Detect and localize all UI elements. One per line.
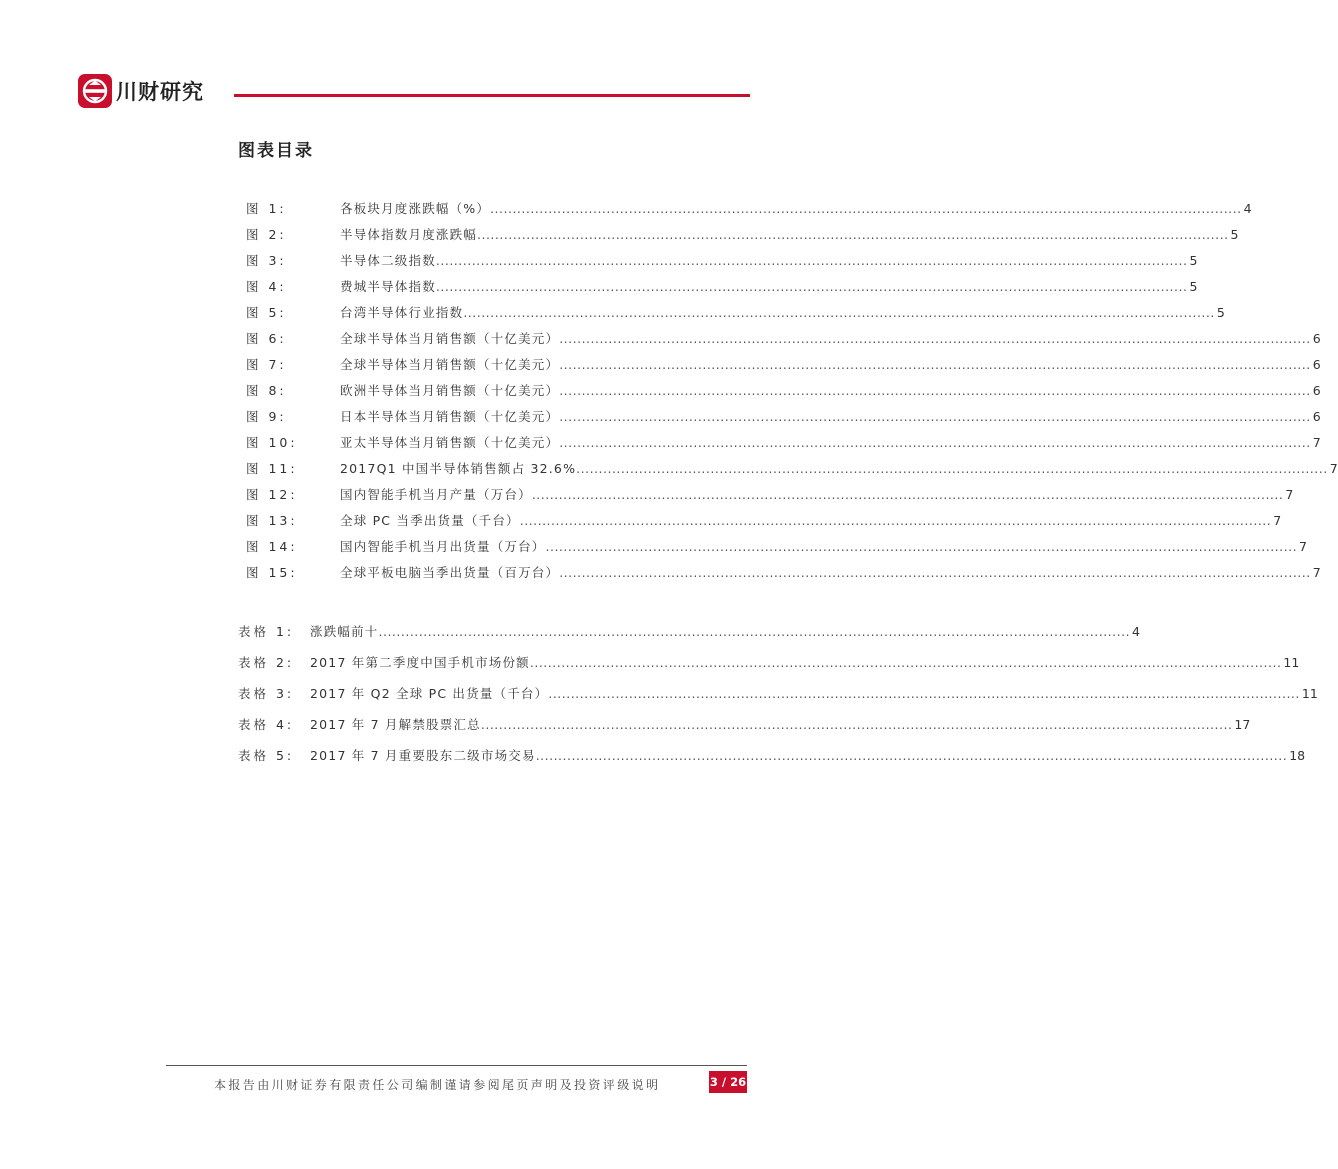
figure-label: 图 12: (246, 487, 298, 502)
table-entry-3[interactable] (238, 684, 1318, 704)
figure-page: 6 (1312, 383, 1321, 398)
figure-page: 6 (1312, 409, 1321, 424)
table-page: 18 (1289, 748, 1306, 763)
figure-page: 7 (1285, 487, 1294, 502)
page-number-badge: 3 / 26 (709, 1071, 747, 1093)
table-page: 11 (1301, 686, 1318, 701)
figure-label: 图 10: (246, 435, 298, 450)
table-label: 表格 1: (238, 624, 295, 639)
figure-page: 6 (1312, 357, 1321, 372)
dot-leader: ........................................................................................................................................................................ (477, 227, 1229, 242)
brand-name: 川财研究 (116, 80, 204, 104)
figure-entry-9[interactable] (246, 407, 1321, 427)
figure-label: 图 8: (246, 383, 287, 398)
footer-divider (166, 1065, 747, 1066)
table-entry-2[interactable] (238, 653, 1300, 673)
figure-entry-14[interactable] (246, 537, 1307, 557)
figure-entry-8[interactable] (246, 381, 1321, 401)
footer-disclaimer: 本报告由川财证券有限责任公司编制谨请参阅尾页声明及投资评级说明 (214, 1078, 661, 1092)
dot-leader: ........................................................................................................................................................................ (548, 686, 1300, 701)
dot-leader: ........................................................................................................................................................................ (435, 279, 1188, 294)
table-entry-5[interactable] (238, 746, 1306, 766)
figure-entry-1[interactable] (246, 199, 1252, 219)
figure-title: 全球 PC 当季出货量（千台） (340, 513, 520, 528)
dot-leader: ........................................................................................................................................................................ (531, 487, 1284, 502)
table-entry-4[interactable] (238, 715, 1251, 735)
figure-entry-15[interactable] (246, 563, 1321, 583)
dot-leader: ........................................................................................................................................................................ (378, 624, 1131, 639)
dot-leader: ........................................................................................................................................................................ (545, 539, 1298, 554)
figure-page: 7 (1329, 461, 1338, 476)
table-entry-1[interactable] (238, 622, 1140, 642)
dot-leader: ........................................................................................................................................................................ (435, 253, 1188, 268)
figure-title: 2017Q1 中国半导体销售额占 32.6% (340, 461, 577, 476)
figure-title: 全球平板电脑当季出货量（百万台） (340, 565, 560, 580)
figure-title: 国内智能手机当月产量（万台） (340, 487, 532, 502)
dot-leader: ........................................................................................................................................................................ (463, 305, 1215, 320)
table-label: 表格 4: (238, 717, 295, 732)
dot-leader: ........................................................................................................................................................................ (529, 655, 1282, 670)
figure-entry-6[interactable] (246, 329, 1321, 349)
figure-page: 5 (1216, 305, 1225, 320)
figure-label: 图 13: (246, 513, 298, 528)
figure-page: 6 (1312, 331, 1321, 346)
figure-entry-7[interactable] (246, 355, 1321, 375)
figure-entry-10[interactable] (246, 433, 1321, 453)
figure-title: 台湾半导体行业指数 (340, 305, 464, 320)
figure-entry-12[interactable] (246, 485, 1294, 505)
figure-entry-2[interactable] (246, 225, 1239, 245)
figure-label: 图 14: (246, 539, 298, 554)
figure-page: 5 (1230, 227, 1239, 242)
figure-title: 半导体指数月度涨跌幅 (340, 227, 478, 242)
table-label: 表格 2: (238, 655, 295, 670)
figure-entry-13[interactable] (246, 511, 1282, 531)
figure-label: 图 6: (246, 331, 287, 346)
figure-label: 图 9: (246, 409, 287, 424)
figure-title: 全球半导体当月销售额（十亿美元） (340, 331, 560, 346)
figure-title: 半导体二级指数 (340, 253, 436, 268)
figure-entry-5[interactable] (246, 303, 1225, 323)
dot-leader: ........................................................................................................................................................................ (559, 357, 1311, 372)
figure-label: 图 5: (246, 305, 287, 320)
dot-leader: ........................................................................................................................................................................ (559, 331, 1311, 346)
figure-label: 图 3: (246, 253, 287, 268)
figure-page: 7 (1312, 435, 1321, 450)
figure-label: 图 4: (246, 279, 287, 294)
dot-leader: ........................................................................................................................................................................ (519, 513, 1272, 528)
figure-title: 亚太半导体当月销售额（十亿美元） (340, 435, 560, 450)
table-label: 表格 3: (238, 686, 295, 701)
table-title: 2017 年第二季度中国手机市场份额 (310, 655, 530, 670)
chuancai-logo-icon (78, 74, 112, 108)
dot-leader: ........................................................................................................................................................................ (490, 201, 1242, 216)
figure-page: 4 (1243, 201, 1252, 216)
figure-label: 图 1: (246, 201, 287, 216)
figure-title: 各板块月度涨跌幅（%） (340, 201, 491, 216)
figure-page: 5 (1189, 253, 1198, 268)
figure-entry-11[interactable] (246, 459, 1338, 479)
dot-leader: ........................................................................................................................................................................ (559, 383, 1311, 398)
dot-leader: ........................................................................................................................................................................ (480, 717, 1233, 732)
figure-title: 费城半导体指数 (340, 279, 436, 294)
figure-label: 图 15: (246, 565, 298, 580)
figure-page: 5 (1189, 279, 1198, 294)
figure-label: 图 7: (246, 357, 287, 372)
table-title: 涨跌幅前十 (310, 624, 379, 639)
figure-page: 7 (1273, 513, 1282, 528)
figure-page: 7 (1299, 539, 1307, 554)
figure-entry-3[interactable] (246, 251, 1198, 271)
table-page: 17 (1234, 717, 1251, 732)
dot-leader: ........................................................................................................................................................................ (559, 409, 1311, 424)
figure-title: 全球半导体当月销售额（十亿美元） (340, 357, 560, 372)
figure-title: 欧洲半导体当月销售额（十亿美元） (340, 383, 560, 398)
figure-title: 日本半导体当月销售额（十亿美元） (340, 409, 560, 424)
dot-leader: ........................................................................................................................................................................ (576, 461, 1328, 476)
dot-leader: ........................................................................................................................................................................ (559, 435, 1311, 450)
figure-entry-4[interactable] (246, 277, 1198, 297)
table-title: 2017 年 7 月解禁股票汇总 (310, 717, 481, 732)
figure-label: 图 11: (246, 461, 298, 476)
table-label: 表格 5: (238, 748, 295, 763)
dot-leader: ........................................................................................................................................................................ (559, 565, 1311, 580)
figure-label: 图 2: (246, 227, 287, 242)
table-page: 4 (1132, 624, 1140, 639)
table-page: 11 (1283, 655, 1300, 670)
toc-title: 图表目录 (238, 141, 314, 161)
dot-leader: ........................................................................................................................................................................ (535, 748, 1288, 763)
table-title: 2017 年 Q2 全球 PC 出货量（千台） (310, 686, 549, 701)
table-title: 2017 年 7 月重要股东二级市场交易 (310, 748, 536, 763)
figure-page: 7 (1312, 565, 1321, 580)
header-divider (234, 94, 750, 97)
figure-title: 国内智能手机当月出货量（万台） (340, 539, 546, 554)
